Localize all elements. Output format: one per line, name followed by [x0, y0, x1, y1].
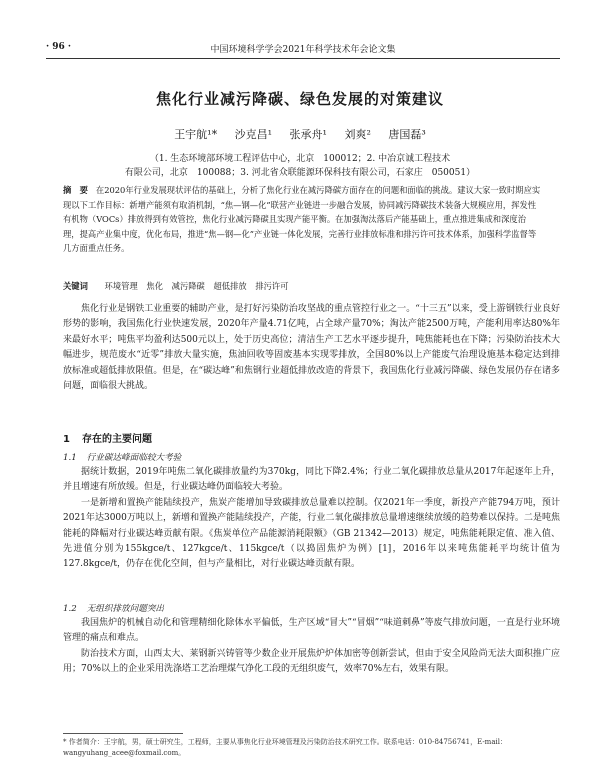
- paper-title: 焦化行业减污降碳、绿色发展的对策建议: [155, 90, 444, 108]
- subsection-title: 无组织排放问题突出: [86, 604, 165, 614]
- abstract: [63, 183, 542, 256]
- abstract-text: 在2020年行业发展现状评估的基础上，分析了焦化行业在减污降碳方面存在的问题和面临的挑战。建议大家一致时期应实现以下工作目标：新增产能须有取消机制，“焦—钢—化”联营产业链进一步融合发展，协同减污降碳技术装备大规模应用，挥发性有机物（VOCs）排放得到有效管控，焦化行业减污降碳且实现产能平衡。在加强淘汰落后产能基础上，重点推进集成和深度治理，提高产业集中度，优化布局，推进“焦—钢—化”产业链一体化发展，完善行业排放标准和排污许可技术体系，加强科学监督等几方面重点任务。: [63, 185, 541, 253]
- author-footnote: * 作者简介：王宇航，男，硕士研究生，工程师，主要从事焦化行业环境管理及污染防治技术研究工作。联系电话：010-84756741，E-mail：wangyuhang_acee@foxmail.com。: [63, 738, 507, 757]
- author: 张承舟¹: [289, 128, 327, 141]
- footnote-rule: [63, 733, 183, 734]
- paragraph: 防治技术方面，山西太大、莱钢新兴铸管等少数企业开展焦炉炉体加密等创新尝试，但由于安全风险尚无法大面积推广应用；70%以上的企业采用洗涤塔工艺治理煤气净化工段的无组织废气，效率70%左右，效果有限。: [63, 648, 560, 675]
- affiliation-line: 有限公司，北京 100088；3. 河北省众联能源环保科技有限公司，石家庄 050051）: [124, 168, 476, 178]
- subsection-number: 1.2: [63, 604, 77, 614]
- intro-paragraph: 焦化行业是钢铁工业重要的辅助产业，是打好污染防治攻坚战的重点管控行业之一。“十三五”以来，受上游钢铁行业良好形势的影响，我国焦化行业快速发展，2020年产量4.71亿吨，占全球产量70%；淘汰产能2500万吨，产能利用率达80%年来最好水平；吨焦平均盈利达500元以上，处于历史高位；清洁生产工艺水平逐步提升，吨焦能耗也在下降；污染防治技术大幅进步，规范废水“近零”排放大量实施，焦油回收等固废基本实现零排放，全国80%以上产能废气治理设施基本稳定达到排放标准或超低排放限值。但是，在“碳达峰”和焦钢行业超低排放改造的背景下，我国焦化行业减污降碳、绿色发展仍存在诸多问题，面临很大挑战。: [63, 304, 560, 392]
- author: 沙克昌¹: [234, 128, 273, 141]
- author-list: [40, 126, 560, 142]
- keyword: 环境管理: [104, 281, 138, 291]
- subsection-1-1-body: [63, 465, 560, 573]
- paragraph: 我国焦炉的机械自动化和管理精细化除体水平偏低，生产区域“冒大”“冒烟”“味道刺鼻”等废气排放问题，一直是行业环境管理的痛点和难点。: [63, 618, 560, 644]
- author: 王宇航¹*: [174, 128, 218, 141]
- paragraph: 一是新增和置换产能陆续投产，焦炭产能增加导致碳排放总量难以控制。仅2021年一季度，新投产产能794万吨，预计2021年达3000万吨以上，新增和置换产能陆续投产，产能，行业二氧化碳排放总量增速继续放缓的趋势难以保持。二是吨焦能耗的降幅对行业碳达峰贡献有限。《焦炭单位产品能源消耗限额》（GB 21342—2013）规定，吨焦能耗限定值、准入值、先进值分别为155kgce/t、127kgce/t、115kgce/t（以捣固焦炉为例）[1]，2016年以来吨焦能耗平均统计值为127.8kgce/t，仍存在优化空间，但与产量相比，对行业碳达峰贡献有限。: [63, 497, 560, 570]
- keyword: 超低排放: [213, 281, 247, 291]
- page-number: · 96 ·: [46, 42, 72, 52]
- keyword: 排污许可: [255, 281, 289, 291]
- section-number: 1: [63, 434, 70, 445]
- keywords: [63, 280, 542, 292]
- subsection-heading-1-1: [63, 451, 181, 463]
- section-heading-1: [63, 430, 152, 445]
- header-rule: [46, 58, 560, 59]
- keyword: 减污降碳: [171, 281, 205, 291]
- journal-title: 中国环境科学学会2021年科学技术年会论文集: [210, 45, 396, 55]
- section-title: 存在的主要问题: [81, 434, 152, 445]
- subsection-heading-1-2: [63, 602, 164, 614]
- keywords-label: 关键词: [63, 281, 88, 291]
- subsection-1-2-body: [63, 616, 560, 678]
- author: 唐国磊³: [388, 128, 426, 141]
- abstract-label: 摘 要: [63, 185, 88, 195]
- subsection-title: 行业碳达峰面临较大考验: [86, 453, 182, 463]
- running-header: [46, 42, 560, 56]
- keyword: 焦化: [146, 281, 163, 291]
- subsection-number: 1.1: [63, 453, 77, 463]
- paragraph: 据统计数据，2019年吨焦二氧化碳排放量约为370kg，同比下降2.4%；行业二氧化碳排放总量从2017年起逐年上升，并且增速有所放缓。但是，行业碳达峰仍面临较大考验。: [63, 467, 560, 493]
- intro-section: [63, 302, 560, 394]
- author: 刘爽²: [344, 128, 371, 141]
- affiliation-line: （1. 生态环境部环境工程评估中心，北京 100012；2. 中冶京诚工程技术: [149, 154, 451, 164]
